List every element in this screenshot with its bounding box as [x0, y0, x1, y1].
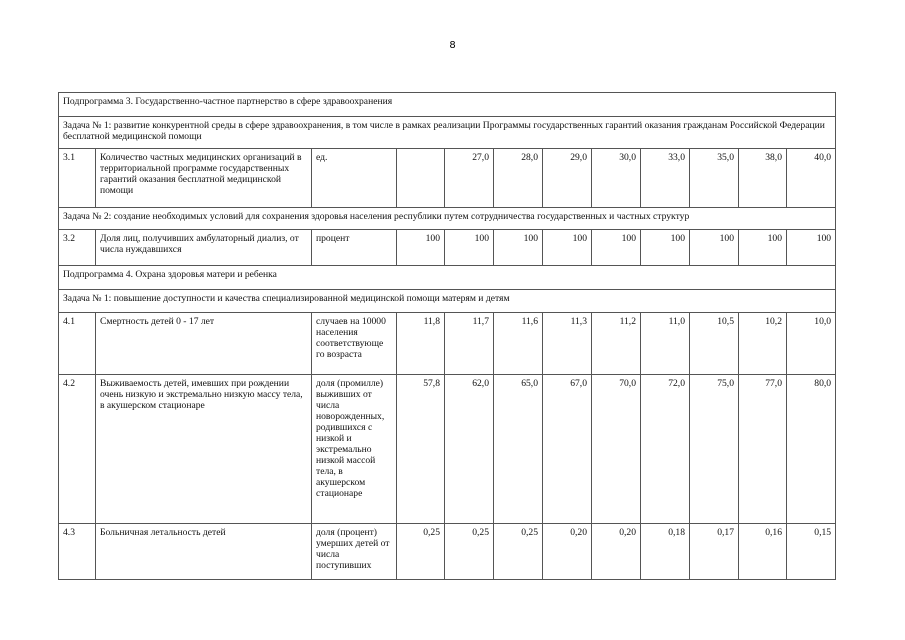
table-row	[59, 230, 836, 266]
subprogram-4-heading: Подпрограмма 4. Охрана здоровья матери и ребенка	[59, 266, 836, 290]
row-number: 3.2	[59, 230, 96, 266]
value-cell: 38,0	[739, 149, 787, 208]
indicator-unit: процент	[312, 230, 397, 266]
value-cell: 0,20	[592, 524, 641, 580]
task-2-subprogram-3: Задача № 2: создание необходимых условий для сохранения здоровья населения республики путем сотрудничества государственных и частных структур	[59, 208, 836, 230]
section-row	[59, 93, 836, 117]
value-cell: 100	[543, 230, 592, 266]
value-cell: 0,15	[787, 524, 836, 580]
value-cell: 10,2	[739, 313, 787, 375]
value-cell: 0,25	[445, 524, 494, 580]
value-cell: 77,0	[739, 375, 787, 524]
value-cell: 100	[690, 230, 739, 266]
indicator-name: Доля лиц, получивших амбулаторный диализ, от числа нуждавшихся	[96, 230, 312, 266]
subprogram-3-heading: Подпрограмма 3. Государственно-частное партнерство в сфере здравоохранения	[59, 93, 836, 117]
value-cell: 0,17	[690, 524, 739, 580]
indicator-unit: случаев на 10000 населения соответствующе го возраста	[312, 313, 397, 375]
value-cell: 0,18	[641, 524, 690, 580]
value-cell: 11,7	[445, 313, 494, 375]
value-cell: 40,0	[787, 149, 836, 208]
section-row	[59, 117, 836, 149]
indicator-name: Больничная летальность детей	[96, 524, 312, 580]
table-row	[59, 524, 836, 580]
value-cell: 100	[787, 230, 836, 266]
value-cell: 62,0	[445, 375, 494, 524]
value-cell: 65,0	[494, 375, 543, 524]
value-cell: 100	[494, 230, 543, 266]
value-cell: 0,25	[397, 524, 445, 580]
value-cell: 10,0	[787, 313, 836, 375]
value-cell: 27,0	[445, 149, 494, 208]
row-number: 3.1	[59, 149, 96, 208]
value-cell: 100	[739, 230, 787, 266]
value-cell: 11,0	[641, 313, 690, 375]
indicator-unit: доля (промилле) выживших от числа новорожденных, родившихся с низкой и экстремально низкой массой тела, в акушерском стационаре	[312, 375, 397, 524]
value-cell: 30,0	[592, 149, 641, 208]
value-cell: 11,3	[543, 313, 592, 375]
value-cell: 0,16	[739, 524, 787, 580]
value-cell: 35,0	[690, 149, 739, 208]
section-row	[59, 208, 836, 230]
value-cell: 10,5	[690, 313, 739, 375]
indicator-name: Количество частных медицинских организаций в территориальной программе государственных гарантий оказания бесплатной медицинской помощи	[96, 149, 312, 208]
section-row	[59, 266, 836, 290]
value-cell	[397, 149, 445, 208]
value-cell: 72,0	[641, 375, 690, 524]
value-cell: 80,0	[787, 375, 836, 524]
value-cell: 0,25	[494, 524, 543, 580]
indicator-unit: доля (процент) умерших детей от числа поступивших	[312, 524, 397, 580]
task-1-subprogram-4: Задача № 1: повышение доступности и качества специализированной медицинской помощи матерям и детям	[59, 290, 836, 313]
value-cell: 11,2	[592, 313, 641, 375]
value-cell: 100	[592, 230, 641, 266]
indicator-name: Выживаемость детей, имевших при рождении очень низкую и экстремально низкую массу тела, в акушерском стационаре	[96, 375, 312, 524]
table-row	[59, 375, 836, 524]
indicator-name: Смертность детей 0 - 17 лет	[96, 313, 312, 375]
row-number: 4.3	[59, 524, 96, 580]
indicator-unit: ед.	[312, 149, 397, 208]
value-cell: 11,6	[494, 313, 543, 375]
value-cell: 57,8	[397, 375, 445, 524]
task-1-subprogram-3: Задача № 1: развитие конкурентной среды в сфере здравоохранения, в том числе в рамках реализации Программы государственных гарантий оказания гражданам Российской Федерации бесплатной медицинской помощи	[59, 117, 836, 149]
indicators-table	[58, 92, 836, 580]
value-cell: 11,8	[397, 313, 445, 375]
value-cell: 29,0	[543, 149, 592, 208]
value-cell: 75,0	[690, 375, 739, 524]
value-cell: 100	[641, 230, 690, 266]
value-cell: 0,20	[543, 524, 592, 580]
value-cell: 70,0	[592, 375, 641, 524]
value-cell: 100	[445, 230, 494, 266]
value-cell: 100	[397, 230, 445, 266]
value-cell: 33,0	[641, 149, 690, 208]
page-number: 8	[449, 40, 456, 51]
value-cell: 28,0	[494, 149, 543, 208]
table-row	[59, 149, 836, 208]
value-cell: 67,0	[543, 375, 592, 524]
table-row	[59, 313, 836, 375]
row-number: 4.2	[59, 375, 96, 524]
section-row	[59, 290, 836, 313]
row-number: 4.1	[59, 313, 96, 375]
